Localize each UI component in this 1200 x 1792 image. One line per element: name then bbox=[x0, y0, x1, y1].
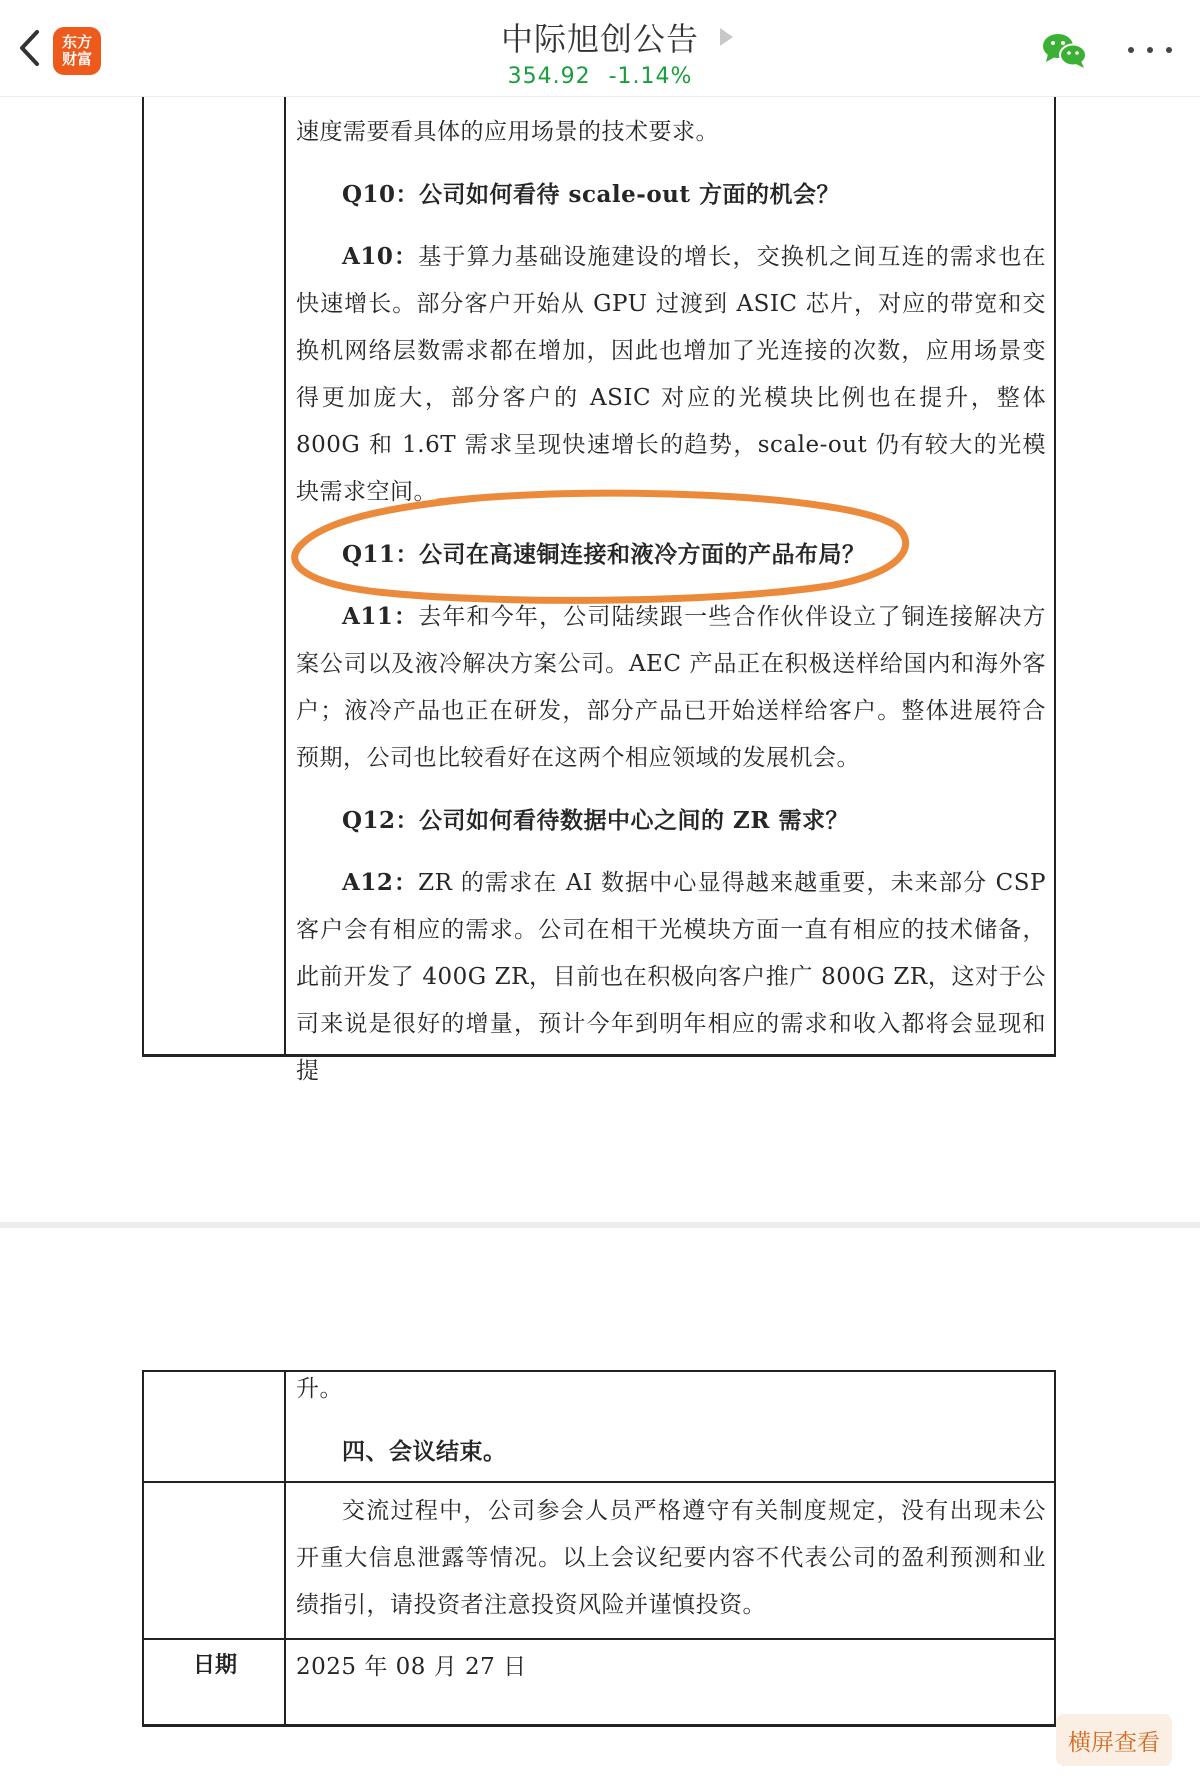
stock-price: 354.92 bbox=[507, 64, 591, 89]
table-right-border bbox=[1054, 96, 1056, 1056]
question-q10: Q10：公司如何看待 scale-out 方面的机会？ bbox=[342, 181, 841, 208]
closing-statement bbox=[296, 1488, 1046, 1629]
answer-a10 bbox=[296, 233, 1046, 516]
question-q12: Q12：公司如何看待数据中心之间的 ZR 需求？ bbox=[342, 807, 849, 834]
title-block[interactable] bbox=[380, 14, 820, 89]
answer-a10-label: A10： bbox=[342, 243, 419, 270]
section-heading: 四、会议结束。 bbox=[342, 1438, 507, 1465]
answer-a12 bbox=[296, 859, 1046, 1095]
table-left-border bbox=[142, 96, 144, 1056]
closing-paragraph: 交流过程中，公司参会人员严格遵守有关制度规定，没有出现未公开重大信息泄露等情况。以上会议纪要内容不代表公司的盈利预测和业绩指引，请投资者注意投资风险并谨慎投资。 bbox=[296, 1498, 1046, 1618]
answer-a10-text: 基于算力基础设施建设的增长，交换机之间互连的需求也在快速增长。部分客户开始从 GPU 过渡到 ASIC 芯片，对应的带宽和交换机网络层数需求都在增加，因此也增加了光连接的次数，应用场景变得更加庞大，部分客户的 ASIC 对应的光模块比例也在提升，整体 800G 和 1.6T 需求呈现快速增长的趋势，scale-out 仍有较大的光模块需求空间。 bbox=[296, 244, 1046, 505]
app-logo-line1: 东方 bbox=[61, 33, 92, 51]
page2-content bbox=[296, 1366, 1046, 1490]
continuation-text: 升。 bbox=[296, 1376, 343, 1402]
question-q11: Q11：公司在高速铜连接和液冷方面的产品布局？ bbox=[342, 541, 866, 568]
app-logo[interactable] bbox=[53, 27, 101, 75]
qa-content bbox=[296, 109, 1046, 1110]
more-button[interactable] bbox=[1128, 36, 1172, 64]
answer-a11-label: A11： bbox=[342, 603, 419, 630]
app-logo-line2: 财富 bbox=[61, 50, 92, 68]
title-arrow-icon bbox=[720, 28, 733, 46]
date-label: 日期 bbox=[192, 1653, 237, 1678]
answer-a11 bbox=[296, 593, 1046, 782]
date-value: 2025 年 08 月 27 日 bbox=[296, 1654, 527, 1680]
answer-a11-text: 去年和今年，公司陆续跟一些合作伙伴设立了铜连接解决方案公司以及液冷解决方案公司。AEC 产品正在积极送样给国内和海外客户；液冷产品也正在研发，部分产品已开始送样给客户。整体进展符合预期，公司也比较看好在这两个相应领域的发展机会。 bbox=[296, 604, 1046, 771]
table-column-divider bbox=[284, 96, 286, 1056]
table-right-border-2 bbox=[1054, 1370, 1056, 1726]
answer-a12-text: ZR 的需求在 AI 数据中心显得越来越重要，未来部分 CSP 客户会有相应的需求。公司在相干光模块方面一直有相应的技术储备，此前开发了 400G ZR，目前也在积极向客户推广 800G ZR，这对于公司来说是很好的增量，预计今年到明年相应的需求和收入都将会显现和提 bbox=[296, 870, 1046, 1084]
paragraph-fragment: 速度需要看具体的应用场景的技术要求。 bbox=[296, 119, 719, 145]
more-icon bbox=[1128, 47, 1134, 53]
page-title: 中际旭创公告 bbox=[500, 20, 699, 58]
table-row-divider-2 bbox=[142, 1638, 1056, 1640]
table-bottom-border-2 bbox=[142, 1724, 1056, 1727]
back-icon bbox=[17, 28, 43, 68]
back-button[interactable] bbox=[14, 26, 46, 70]
landscape-view-button[interactable]: 横屏查看 bbox=[1056, 1714, 1172, 1766]
wechat-share-button[interactable] bbox=[1040, 30, 1090, 70]
stock-quote bbox=[380, 64, 820, 89]
wechat-icon bbox=[1040, 30, 1090, 70]
stock-change: -1.14% bbox=[608, 64, 693, 89]
top-bar bbox=[0, 0, 1200, 97]
answer-a12-label: A12： bbox=[342, 869, 419, 896]
